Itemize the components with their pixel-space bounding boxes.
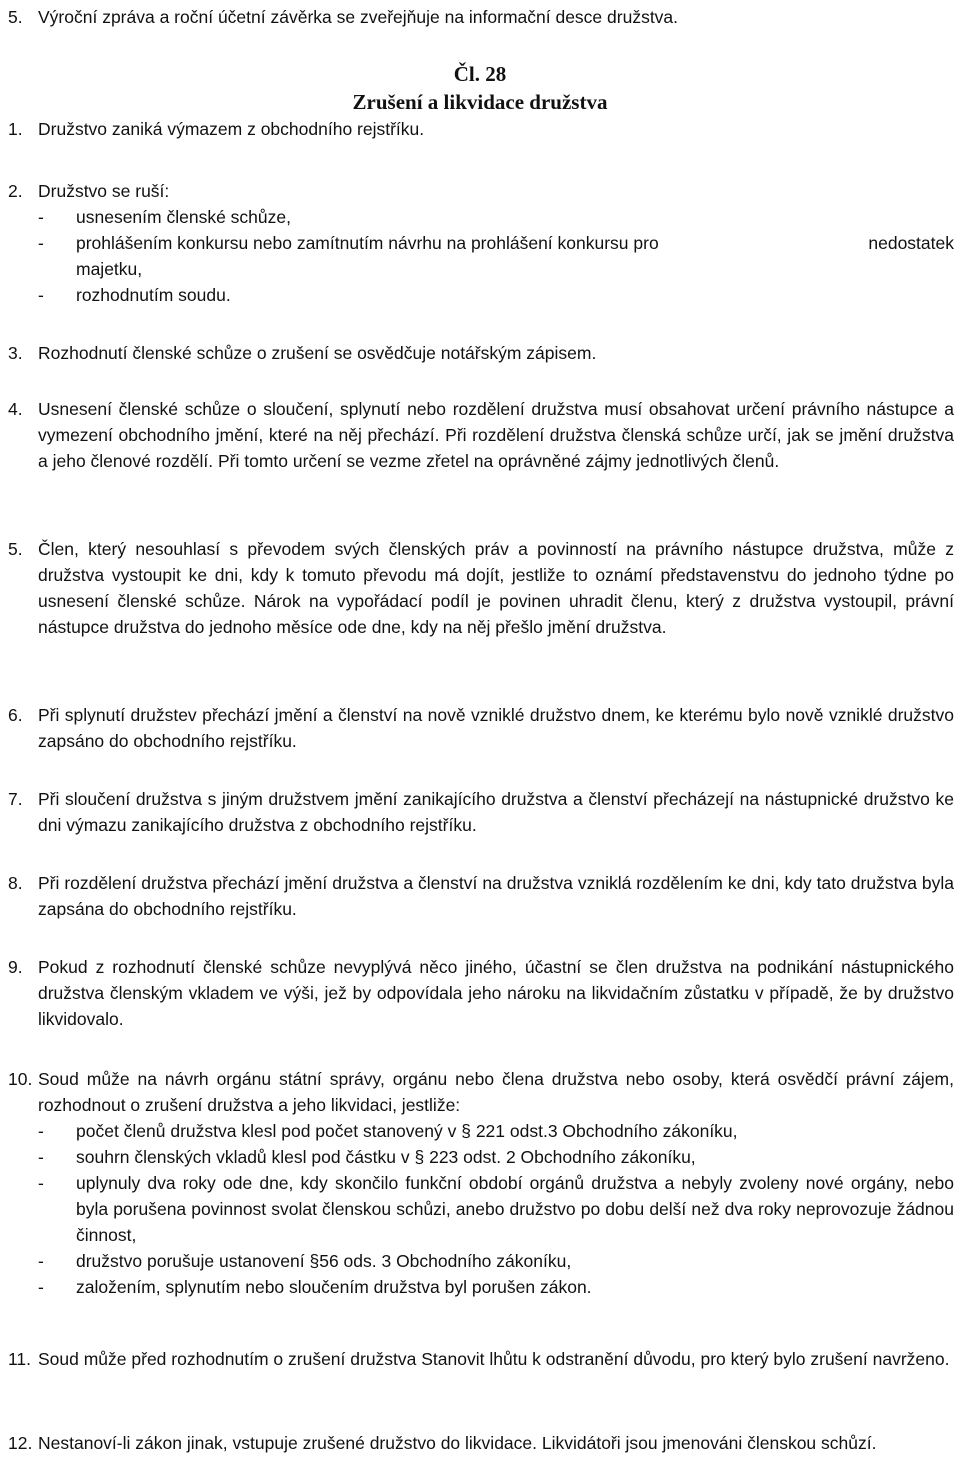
item-5 bbox=[8, 536, 954, 640]
list-item bbox=[38, 230, 954, 282]
item-text: Soud může na návrh orgánu státní správy, orgánu nebo člena družstva nebo osoby, která osvědčí právní zájem, rozhodnout o zrušení družstva a jeho likvidaci, jestliže: bbox=[38, 1069, 954, 1115]
item-number: 6. bbox=[8, 705, 23, 725]
dash-bullet: - bbox=[38, 233, 44, 253]
dash-bullet: - bbox=[38, 1277, 44, 1297]
item-text: Při rozdělení družstva přechází jmění družstva a členství na družstva vzniklá rozdělením ke dni, kdy tato družstva byla zapsána do obchodního rejstříku. bbox=[38, 873, 954, 919]
item-number: 3. bbox=[8, 343, 23, 363]
item-number: 1. bbox=[8, 119, 23, 139]
item-number: 2. bbox=[8, 181, 23, 201]
item-6 bbox=[8, 702, 954, 754]
item-text: Při splynutí družstev přechází jmění a členství na nově vzniklé družstvo dnem, ke kterému bylo nově vzniklé družstvo zapsáno do obchodního rejstříku. bbox=[38, 705, 954, 751]
item-number: 8. bbox=[8, 873, 23, 893]
list-item-text-continued: majetku, bbox=[76, 259, 143, 279]
list-item bbox=[38, 1248, 954, 1274]
item-text: Družstvo zaniká výmazem z obchodního rejstříku. bbox=[38, 119, 425, 139]
dash-bullet: - bbox=[38, 1121, 44, 1141]
list-item-text-right: nedostatek bbox=[868, 233, 954, 253]
item-9 bbox=[8, 954, 954, 1032]
item-number: 12. bbox=[8, 1433, 33, 1453]
item-text: Rozhodnutí členské schůze o zrušení se osvědčuje notářským zápisem. bbox=[38, 343, 597, 363]
item-number: 7. bbox=[8, 789, 23, 809]
item-text: Nestanoví-li zákon jinak, vstupuje zrušené družstvo do likvidace. Likvidátoři jsou jmenováni členskou schůzí. bbox=[38, 1433, 877, 1453]
dash-bullet: - bbox=[38, 1147, 44, 1167]
item-4 bbox=[8, 396, 954, 474]
dash-bullet: - bbox=[38, 1251, 44, 1271]
list-item bbox=[38, 1274, 954, 1300]
list-item-text: rozhodnutím soudu. bbox=[76, 285, 231, 305]
item-text: Družstvo se ruší: bbox=[38, 181, 170, 201]
item-number: 10. bbox=[8, 1069, 33, 1089]
item-text: Výroční zpráva a roční účetní závěrka se zveřejňuje na informační desce družstva. bbox=[38, 7, 679, 27]
list-item-text: prohlášením konkursu nebo zamítnutím návrhu na prohlášení konkursu pro bbox=[76, 233, 659, 253]
list-item-text: souhrn členských vkladů klesl pod částku v § 223 odst. 2 Obchodního zákoníku, bbox=[76, 1147, 696, 1167]
item-1 bbox=[8, 116, 954, 142]
item-8 bbox=[8, 870, 954, 922]
item-11 bbox=[8, 1346, 954, 1372]
item-text: Při sloučení družstva s jiným družstvem jmění zanikajícího družstva a členství přecházejí na nástupnické družstvo ke dni výmazu zanikajícího družstva z obchodního rejstříku. bbox=[38, 789, 954, 835]
list-item bbox=[38, 1144, 954, 1170]
article-title: Zrušení a likvidace družstva bbox=[352, 90, 608, 114]
list-item-text: družstvo porušuje ustanovení §56 ods. 3 Obchodního zákoníku, bbox=[76, 1251, 572, 1271]
dash-bullet: - bbox=[38, 285, 44, 305]
list-item-text: uplynuly dva roky ode dne, kdy skončilo funkční období orgánů družstva a nebyly zvoleny nové orgány, nebo byla porušena povinnost svolat členskou schůzi, anebo družstvo po dobu delší než dva roky neprovozuje žádnou činnost, bbox=[76, 1173, 954, 1245]
list-item-text: počet členů družstva klesl pod počet stanovený v § 221 odst.3 Obchodního zákoníku, bbox=[76, 1121, 738, 1141]
item-number: 5. bbox=[8, 7, 23, 27]
item-12 bbox=[8, 1430, 954, 1456]
item-2 bbox=[8, 178, 954, 308]
item-3 bbox=[8, 340, 954, 366]
item-number: 4. bbox=[8, 399, 23, 419]
list-item bbox=[38, 1170, 954, 1248]
item-number: 9. bbox=[8, 957, 23, 977]
item-text: Člen, který nesouhlasí s převodem svých členských práv a povinností na právního nástupce družstva, může z družstva vystoupit ke dni, kdy k tomuto převodu má dojít, jestliže to oznámí představenstvu do jednoho týdne po usnesení členské schůze. Nárok na vypořádací podíl je povinen uhradit členu, který z družstva vystoupil, právní nástupce družstva do jednoho měsíce ode dne, kdy na něj přešlo jmění družstva. bbox=[38, 539, 954, 637]
item-text: Pokud z rozhodnutí členské schůze nevyplývá něco jiného, účastní se člen družstva na podnikání nástupnického družstva členským vkladem ve výši, jež by odpovídala jeho nároku na likvidačním zůstatku v případě, že by družstvo likvidovalo. bbox=[38, 957, 954, 1029]
dash-bullet: - bbox=[38, 1173, 44, 1193]
item-7 bbox=[8, 786, 954, 838]
item-5-previous bbox=[8, 4, 954, 30]
item-number: 5. bbox=[8, 539, 23, 559]
article-number: Čl. 28 bbox=[453, 62, 507, 86]
item-10 bbox=[8, 1066, 954, 1300]
list-item bbox=[38, 1118, 954, 1144]
list-item bbox=[38, 204, 954, 230]
list-item bbox=[38, 282, 954, 308]
item-text: Usnesení členské schůze o sloučení, splynutí nebo rozdělení družstva musí obsahovat určení právního nástupce a vymezení obchodního jmění, které na něj přechází. Při rozdělení družstva členská schůze určí, jak se jmění družstva a jeho členové rozdělí. Při tomto určení se vezme zřetel na oprávněné zájmy jednotlivých členů. bbox=[38, 399, 954, 471]
list-item-text: usnesením členské schůze, bbox=[76, 207, 291, 227]
dash-bullet: - bbox=[38, 207, 44, 227]
item-number: 11. bbox=[8, 1349, 32, 1369]
item-text: Soud může před rozhodnutím o zrušení družstva Stanovit lhůtu k odstranění důvodu, pro který bylo zrušení navrženo. bbox=[38, 1349, 950, 1369]
list-item-text: založením, splynutím nebo sloučením družstva byl porušen zákon. bbox=[76, 1277, 592, 1297]
